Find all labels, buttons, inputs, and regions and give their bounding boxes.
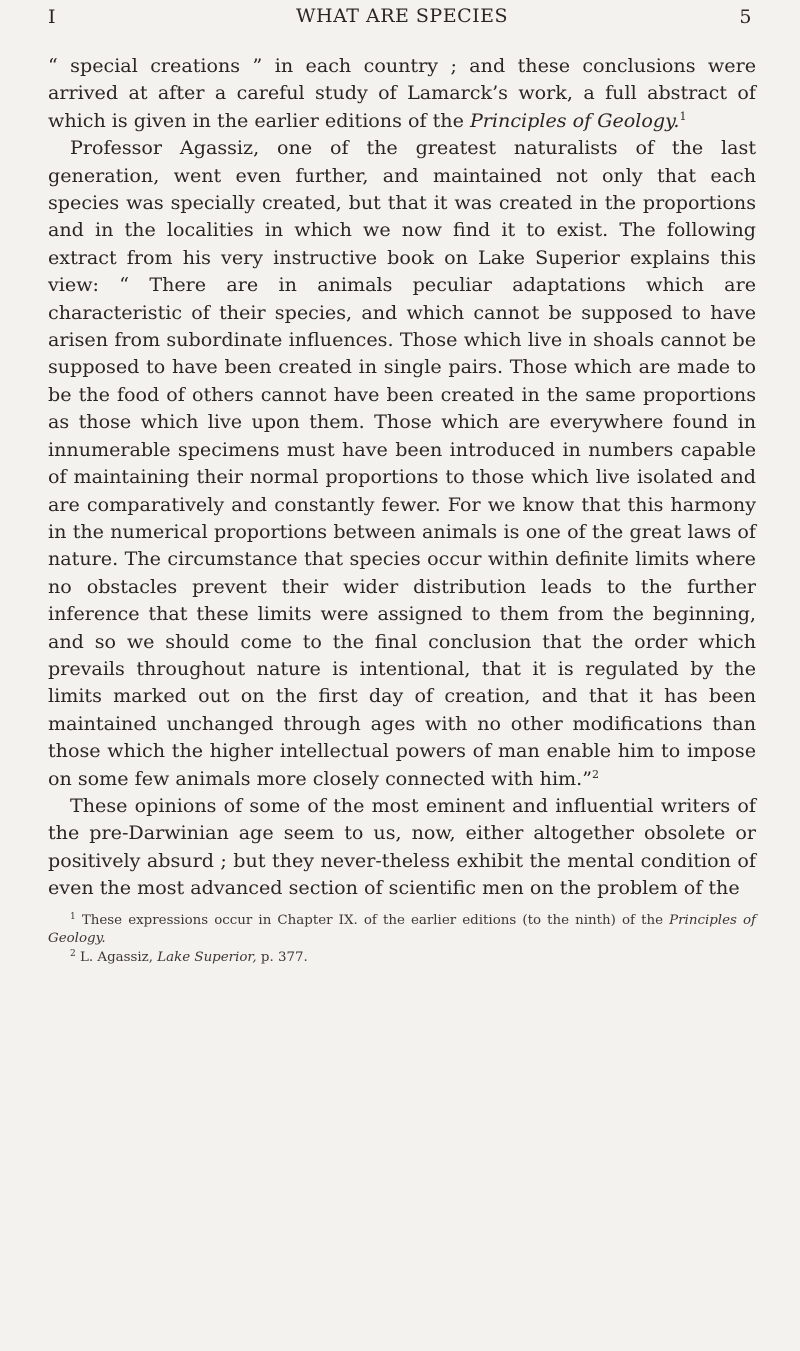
footnote-2: [48, 949, 756, 968]
footnote-ref-2: 2: [592, 767, 599, 781]
footnote-1: [48, 912, 756, 949]
footnote-ref-1: 1: [679, 109, 687, 123]
footnotes: [48, 912, 756, 968]
paragraph-3-text: These opinions of some of the most eminent and influential writers of the pre-Darwinian age seem to us, now, either altogether obsolete or positively absurd ; but they never-theless exhibit the mental condition of even the most advanced section of scientific men on the problem of the: [48, 793, 756, 900]
paragraph-2-text: Professor Agassiz, one of the greatest naturalists of the last generation, went even further, and maintained not only that each species was specially created, but that it was created in the proportions and in the localities in which we now find it to exist. The following extract from his very instructive book on Lake Superior explains this view: “ There are in animals peculiar adaptations which are characteristic of their species, and which cannot be supposed to have arisen from subordinate influences. Those which live in shoals cannot be supposed to have been created in single pairs. Those which are made to be the food of others cannot have been created in the same proportions as those which live upon them. Those which are everywhere found in innumerable specimens must have been introduced in numbers capable of maintaining their normal proportions to those which live isolated and are comparatively and constantly fewer. For we know that this harmony in the numerical proportions between animals is one of the great laws of nature. The circumstance that species occur within definite limits where no obstacles prevent their wider distribution leads to the further inference that these limits were assigned to them from the beginning, and so we should come to the final conclusion that the order which prevails throughout nature is intentional, that it is regulated by the limits marked out on the first day of creation, and that it has been maintained unchanged through ages with no other modifications than those which the higher intellectual powers of man enable him to impose on some few animals more closely connected with him.”: [48, 136, 756, 790]
running-header: [48, 0, 756, 36]
footnote-mark-2: 2: [70, 948, 76, 959]
body-text: [48, 52, 756, 902]
paragraph-3: [48, 792, 756, 902]
paragraph-1-text: “ special creations ” in each country ; and these conclusions were arrived at after a careful study of Lamarck’s work, a full abstract of which is given in the earlier editions of the: [48, 54, 756, 132]
footnote-2-title: Lake Superior,: [157, 949, 257, 965]
running-title: WHAT ARE SPECIES: [295, 5, 509, 27]
chapter-number: I: [48, 6, 57, 28]
paragraph-1: [48, 52, 756, 134]
footnote-1-title: Principles of Geology.: [48, 912, 757, 947]
book-title-italic: Principles of Geology.: [469, 108, 680, 132]
paragraph-2: [48, 134, 756, 792]
footnote-1-text: These expressions occur in Chapter IX. of the earlier editions (to the ninth) of the: [75, 912, 670, 928]
page-number: 5: [739, 6, 752, 28]
footnote-2-text: L. Agassiz,: [75, 949, 158, 965]
footnote-2-tail: p. 377.: [256, 949, 308, 965]
footnote-mark-1: 1: [70, 911, 76, 922]
